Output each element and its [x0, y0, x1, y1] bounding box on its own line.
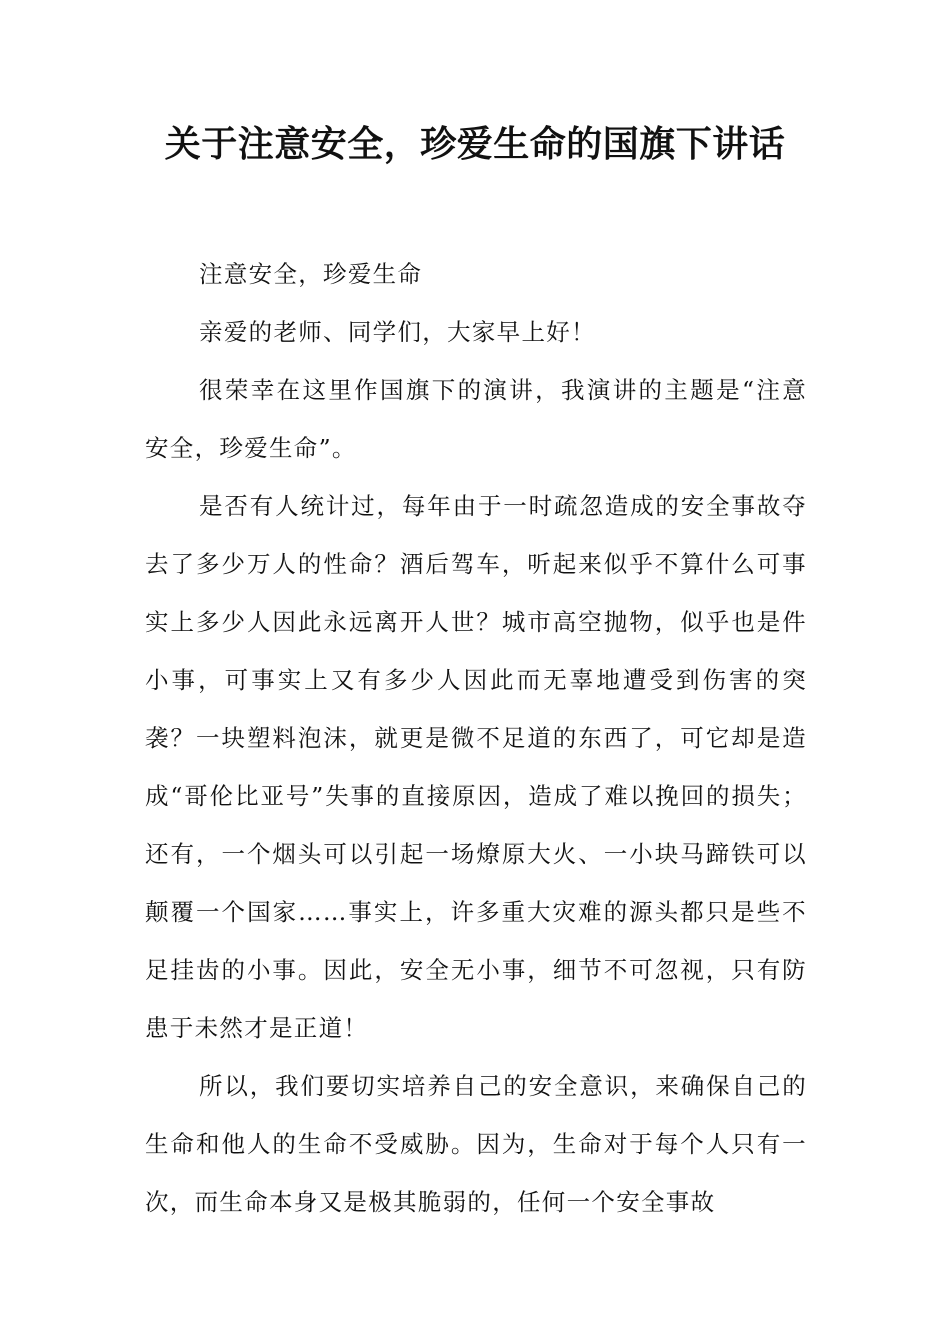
paragraph-subtitle: 注意安全，珍爱生命 [199, 260, 423, 288]
paragraph-greeting: 亲爱的老师、同学们，大家早上好！ [199, 318, 596, 346]
paragraph-intro: 很荣幸在这里作国旗下的演讲，我演讲的主题是“注意安全，珍爱生命”。 [145, 376, 807, 462]
paragraph-conclusion: 所以，我们要切实培养自己的安全意识，来确保自己的生命和他人的生命不受威胁。因为，生命对于每个人只有一次，而生命本身又是极其脆弱的，任何一个安全事故 [145, 1072, 807, 1216]
paragraph-examples: 是否有人统计过，每年由于一时疏忽造成的安全事故夺去了多少万人的性命？酒后驾车，听起来似乎不算什么可事实上多少人因此永远离开人世？城市高空抛物，似乎也是件小事，可事实上又有多少人因此而无辜地遭受到伤害的突袭？一块塑料泡沫，就更是微不足道的东西了，可它却是造成“哥伦比亚号”失事的直接原因，造成了难以挽回的损失；还有，一个烟头可以引起一场燎原大火、一小块马蹄铁可以颠覆一个国家……事实上，许多重大灾难的源头都只是些不足挂齿的小事。因此，安全无小事，细节不可忽视，只有防患于未然才是正道！ [145, 492, 807, 1042]
document-title: 关于注意安全，珍爱生命的国旗下讲话 [164, 124, 786, 165]
document-body [145, 245, 807, 1231]
